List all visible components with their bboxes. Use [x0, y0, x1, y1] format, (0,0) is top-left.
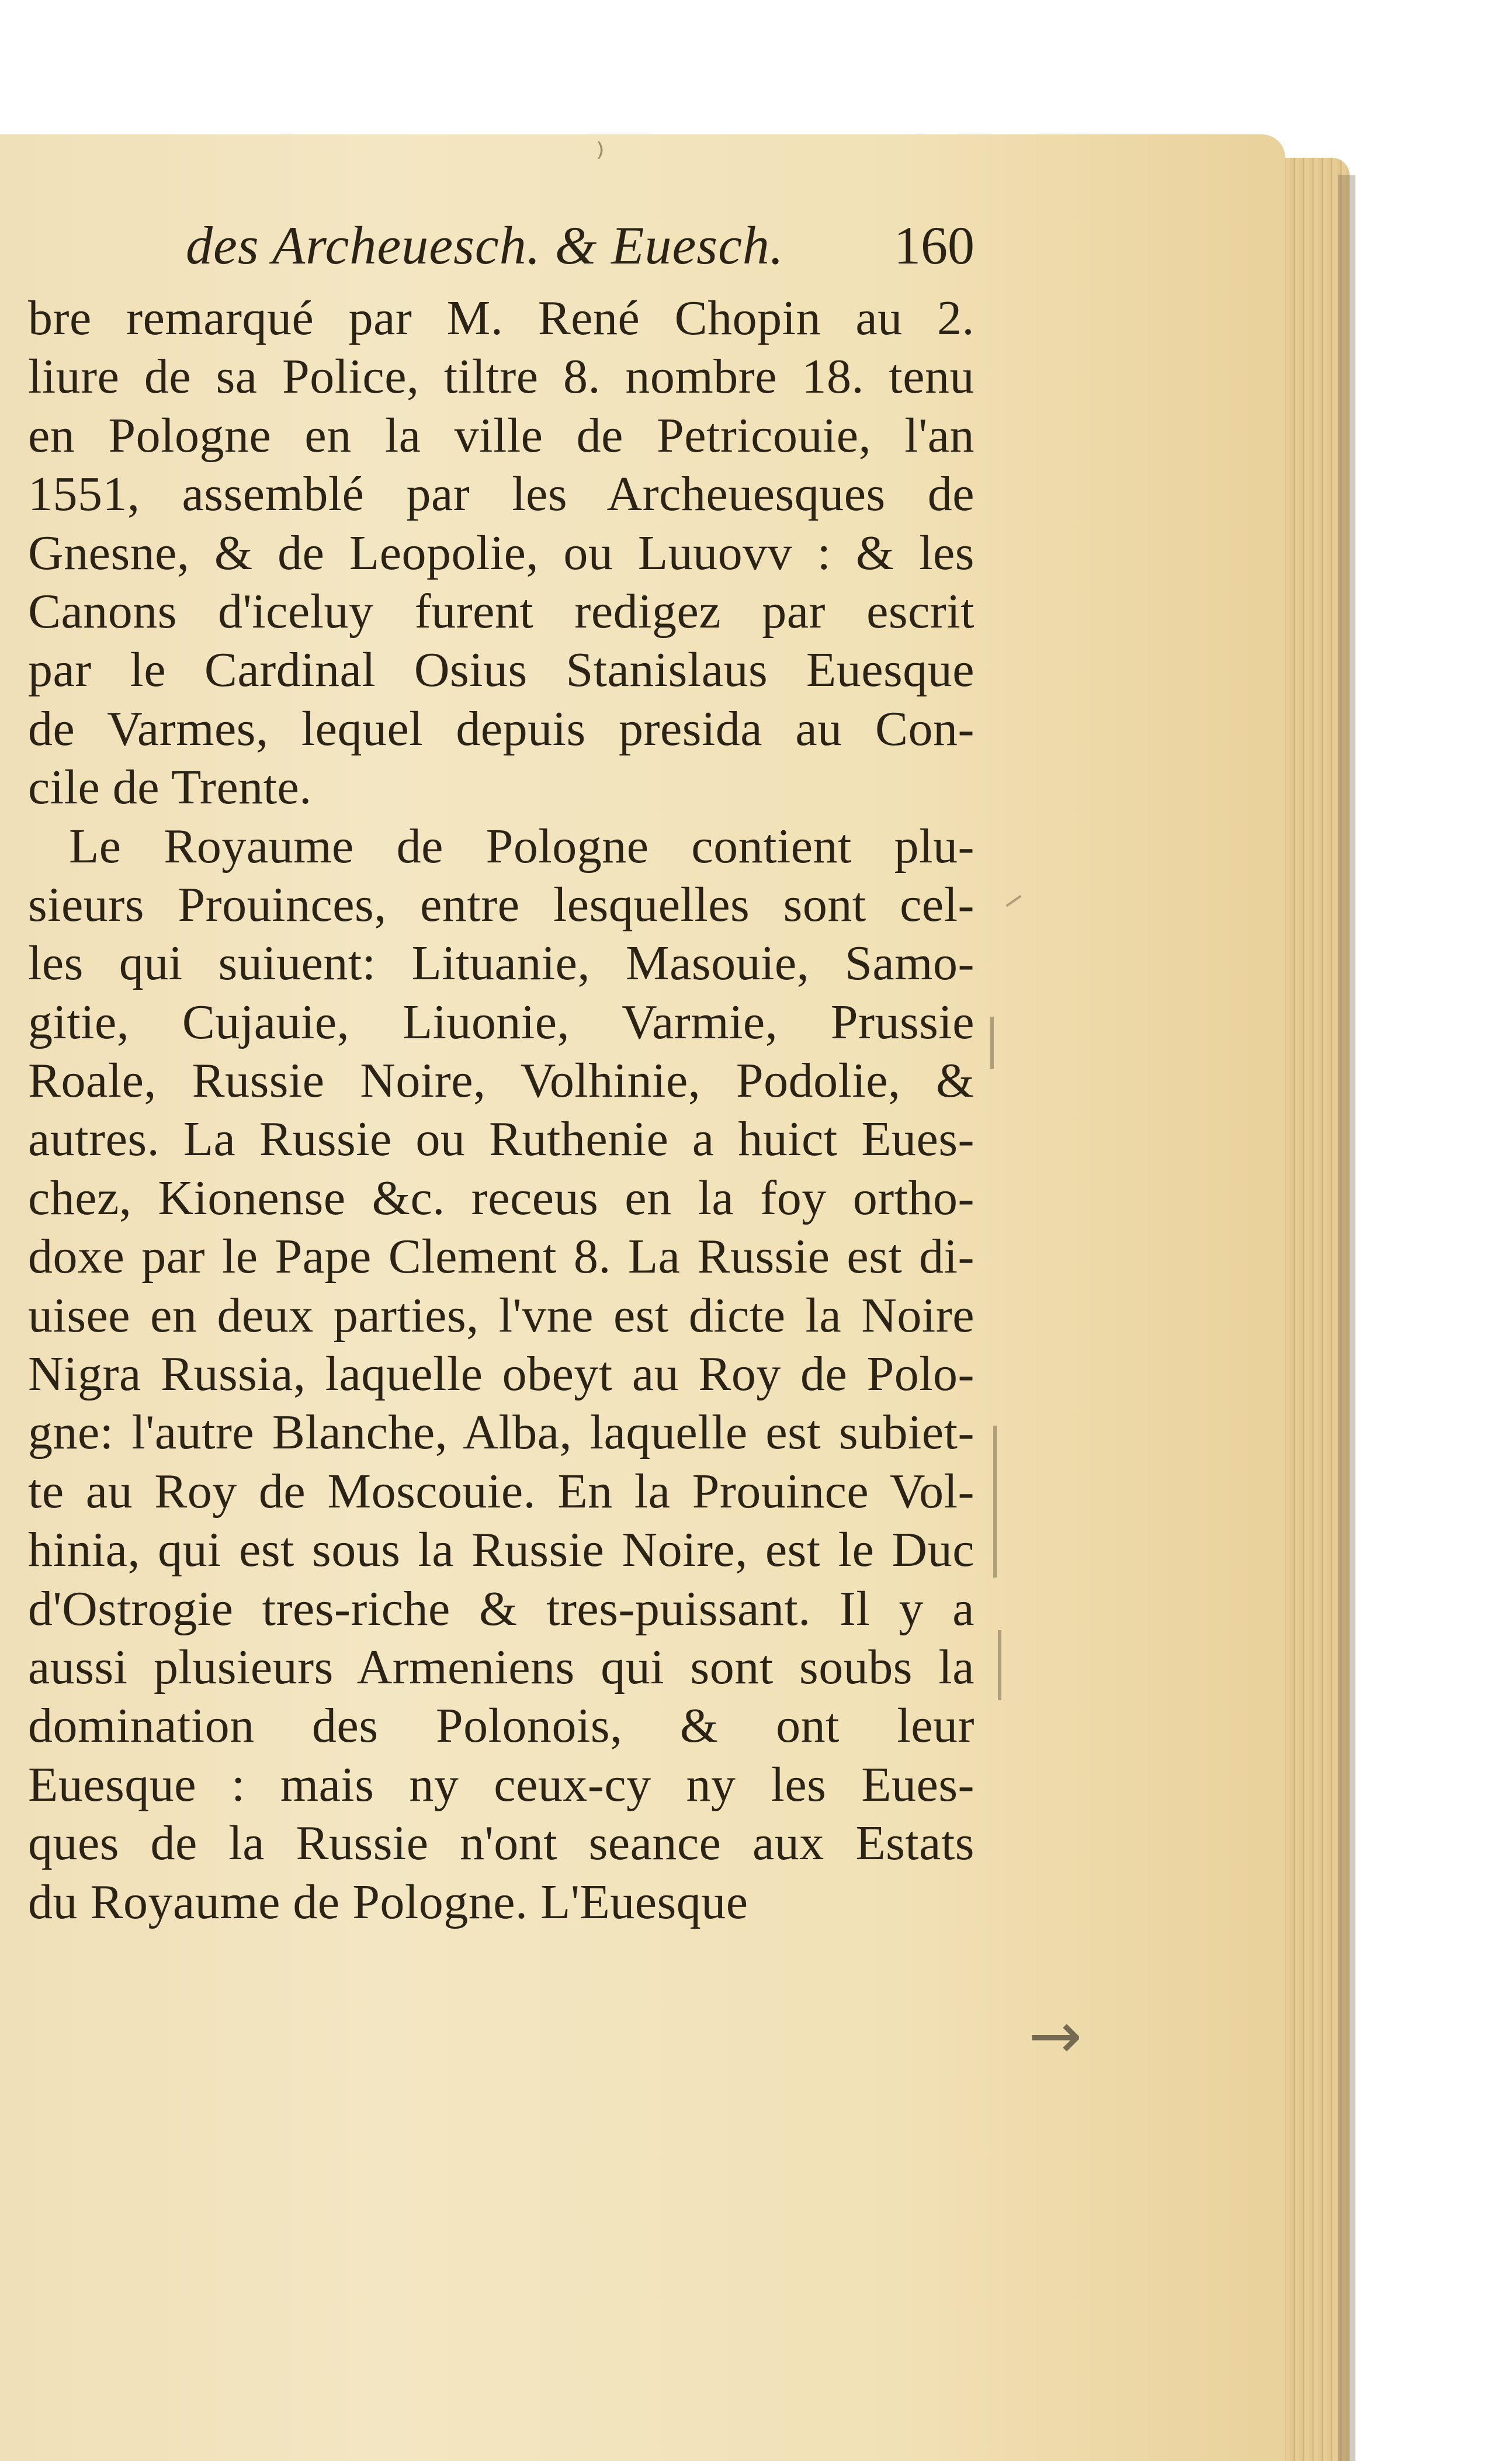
- text-line: Roale, Russie Noire, Volhinie, Podolie, &: [28, 1053, 975, 1108]
- text-line: Nigra Russia, laquelle obeyt au Roy de Polo-: [28, 1347, 975, 1402]
- text-line: Canons d'iceluy furent redigez par escrit: [28, 584, 975, 639]
- text-line: 1551, assemblé par les Archeuesques de: [28, 467, 975, 522]
- text-line: autres. La Russie ou Ruthenie a huict Eues-: [28, 1112, 975, 1167]
- text-line: gitie, Cujauie, Liuonie, Varmie, Prussie: [28, 994, 975, 1049]
- text-line: Le Royaume de Pologne contient plu-: [69, 819, 975, 874]
- text-line: ques de la Russie n'ont seance aux Estats: [28, 1816, 975, 1871]
- margin-mark: [993, 1426, 997, 1578]
- text-line: chez, Kionense &c. receus en la foy ortho-: [28, 1170, 975, 1225]
- page-edge-shadow: [1338, 175, 1355, 2461]
- body-text: [28, 289, 975, 1932]
- text-line: bre remarqué par M. René Chopin au 2.: [28, 291, 975, 345]
- text-line: gne: l'autre Blanche, Alba, laquelle est subiet-: [28, 1405, 975, 1460]
- text-line: les qui suiuent: Lituanie, Masouie, Samo-: [28, 936, 975, 991]
- text-line: par le Cardinal Osius Stanislaus Euesque: [28, 643, 975, 698]
- margin-mark: [990, 1017, 994, 1069]
- text-line: en Pologne en la ville de Petricouie, l'an: [28, 408, 975, 463]
- ink-mark: ⁾: [596, 137, 605, 175]
- text-line: Euesque : mais ny ceux-cy ny les Eues-: [28, 1757, 975, 1812]
- margin-arrow-icon: →: [1028, 1998, 1083, 2073]
- text-line: d'Ostrogie tres-riche & tres-puissant. Il y a: [28, 1581, 975, 1636]
- text-line: aussi plusieurs Armeniens qui sont soubs la: [28, 1639, 975, 1694]
- margin-mark: [998, 1630, 1001, 1700]
- text-line: de Varmes, lequel depuis presida au Con-: [28, 701, 975, 756]
- text-line: hinia, qui est sous la Russie Noire, est le Duc: [28, 1523, 975, 1578]
- page-number: 160: [894, 216, 975, 275]
- text-line: Gnesne, & de Leopolie, ou Luuovv : & les: [28, 525, 975, 580]
- text-line: du Royaume de Pologne. L'Euesque: [28, 1874, 748, 1929]
- text-line: sieurs Prouinces, entre lesquelles sont cel-: [28, 877, 975, 932]
- text-line: cile de Trente.: [28, 760, 312, 815]
- text-line: liure de sa Police, tiltre 8. nombre 18. tenu: [28, 349, 975, 404]
- text-line: te au Roy de Moscouie. En la Prouince Vol-: [28, 1464, 975, 1519]
- text-line: doxe par le Pape Clement 8. La Russie est di-: [28, 1229, 975, 1284]
- text-line: domination des Polonois, & ont leur: [28, 1699, 975, 1753]
- text-block: [28, 202, 975, 1932]
- text-line: uisee en deux parties, l'vne est dicte la Noire: [28, 1288, 975, 1343]
- page-header: [28, 202, 975, 289]
- running-title: des Archeuesch. & Euesch.: [186, 216, 784, 275]
